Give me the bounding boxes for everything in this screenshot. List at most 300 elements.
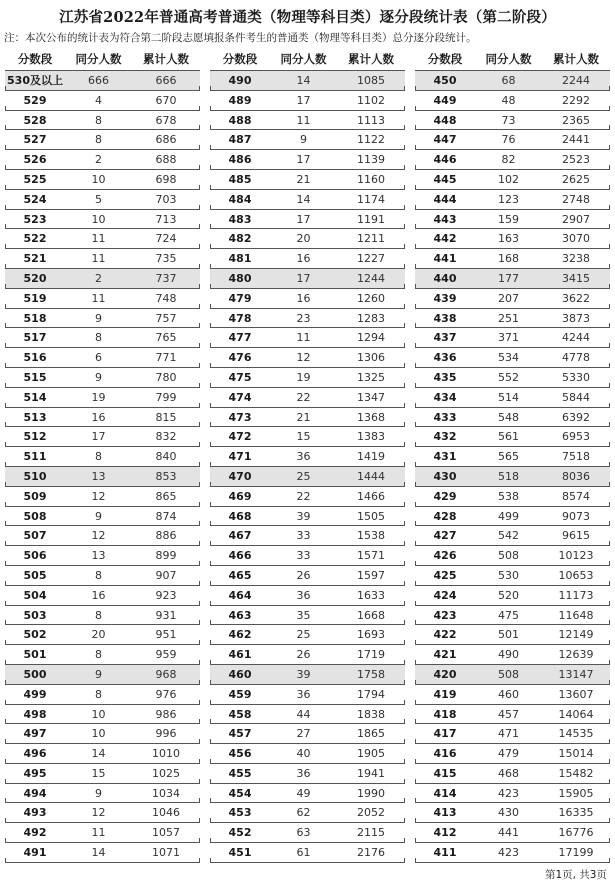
row-score-band: 431 (433, 450, 457, 464)
page-note: 注：本次公布的统计表为符合第二阶段志愿填报条件考生的普通类（物理等科目类）总分逐分段统计。 (4, 32, 477, 44)
row-same-score-count: 11 (91, 826, 106, 840)
row-score-band: 500 (23, 667, 47, 681)
row-cumulative-count: 1191 (357, 212, 385, 226)
row-same-score-count: 520 (498, 588, 519, 602)
table-row (415, 685, 610, 705)
row-score-band: 450 (433, 74, 457, 87)
row-cumulative-count: 840 (155, 450, 177, 464)
row-same-score-count: 10 (91, 707, 106, 721)
table-row (415, 507, 610, 527)
row-cumulative-count: 1347 (357, 390, 385, 404)
row-score-band: 432 (433, 430, 457, 444)
row-cumulative-count: 1466 (357, 489, 385, 503)
row-score-band: 512 (23, 430, 47, 444)
row-cumulative-count: 1283 (357, 311, 385, 325)
row-cumulative-count: 771 (155, 351, 177, 365)
page-title: 江苏省2022年普通高考普通类（物理等科目类）逐分段统计表（第二阶段） (59, 9, 556, 26)
row-same-score-count: 14 (91, 747, 106, 761)
row-same-score-count: 499 (498, 509, 519, 523)
row-cumulative-count: 1905 (357, 747, 385, 761)
row-score-band: 509 (23, 489, 47, 503)
header-score-band: 分数段 (17, 52, 53, 66)
table-row (415, 91, 610, 111)
table-header (5, 48, 200, 71)
table-row (210, 586, 405, 606)
table-row (5, 685, 200, 705)
row-score-band: 434 (433, 390, 457, 404)
row-score-band: 508 (23, 509, 47, 523)
row-same-score-count: 12 (91, 529, 106, 543)
row-same-score-count: 371 (498, 331, 519, 345)
row-same-score-count: 48 (501, 93, 516, 107)
row-same-score-count: 479 (498, 747, 519, 761)
row-score-band: 435 (433, 370, 457, 384)
row-same-score-count: 22 (296, 390, 311, 404)
table-row (415, 269, 610, 289)
row-same-score-count: 19 (296, 370, 311, 384)
row-score-band: 441 (433, 252, 457, 266)
table-row (5, 190, 200, 210)
row-same-score-count: 251 (498, 311, 519, 325)
table-row (210, 803, 405, 823)
row-cumulative-count: 931 (155, 608, 177, 622)
row-score-band: 466 (228, 549, 252, 563)
table-header (415, 48, 610, 71)
row-cumulative-count: 1244 (357, 271, 385, 285)
row-cumulative-count: 1838 (357, 707, 385, 721)
row-score-band: 517 (23, 331, 47, 345)
row-same-score-count: 471 (498, 727, 519, 741)
row-cumulative-count: 899 (155, 549, 177, 563)
table-row (210, 170, 405, 190)
row-cumulative-count: 1571 (357, 549, 385, 563)
row-cumulative-count: 1113 (357, 113, 385, 127)
row-cumulative-count: 1719 (357, 648, 385, 662)
row-score-band: 418 (433, 707, 457, 721)
row-score-band: 443 (433, 212, 457, 226)
row-cumulative-count: 2176 (357, 846, 385, 860)
row-score-band: 442 (433, 232, 457, 246)
row-score-band: 445 (433, 172, 457, 186)
row-cumulative-count: 2441 (562, 133, 590, 147)
row-cumulative-count: 1122 (357, 133, 385, 147)
row-score-band: 428 (433, 509, 457, 523)
row-score-band: 437 (433, 331, 457, 345)
row-same-score-count: 21 (296, 410, 311, 424)
table-row (210, 507, 405, 527)
row-cumulative-count: 670 (155, 93, 177, 107)
row-cumulative-count: 5330 (562, 370, 590, 384)
table-row (5, 843, 200, 863)
row-same-score-count: 11 (91, 291, 106, 305)
row-cumulative-count: 799 (155, 390, 177, 404)
row-score-band: 481 (228, 252, 252, 266)
row-score-band: 530及以上 (7, 74, 63, 87)
row-score-band: 462 (228, 628, 252, 642)
row-score-band: 444 (433, 192, 457, 206)
row-same-score-count: 36 (296, 450, 311, 464)
row-cumulative-count: 2523 (562, 153, 590, 167)
row-score-band: 449 (433, 93, 457, 107)
table-row (5, 764, 200, 784)
row-same-score-count: 12 (91, 806, 106, 820)
row-same-score-count: 13 (91, 549, 106, 563)
row-same-score-count: 16 (91, 410, 106, 424)
row-score-band: 518 (23, 311, 47, 325)
row-score-band: 422 (433, 628, 457, 642)
row-same-score-count: 19 (91, 390, 106, 404)
table-row (210, 309, 405, 329)
table-row (210, 368, 405, 388)
header-score-band: 分数段 (222, 52, 258, 66)
row-cumulative-count: 1325 (357, 370, 385, 384)
table-row (415, 130, 610, 150)
row-cumulative-count: 1260 (357, 291, 385, 305)
row-same-score-count: 35 (296, 608, 311, 622)
row-same-score-count: 20 (91, 628, 106, 642)
row-cumulative-count: 678 (155, 113, 177, 127)
row-score-band: 527 (23, 133, 47, 147)
row-cumulative-count: 14064 (558, 707, 594, 721)
row-same-score-count: 13 (91, 469, 106, 483)
table-row (415, 784, 610, 804)
table-row (210, 705, 405, 725)
table-row (210, 328, 405, 348)
table-row (415, 764, 610, 784)
row-cumulative-count: 1085 (357, 74, 385, 87)
row-same-score-count: 8 (95, 133, 102, 147)
table-row (5, 823, 200, 843)
row-cumulative-count: 3238 (562, 252, 590, 266)
table-column-3 (415, 48, 610, 863)
row-score-band: 455 (228, 766, 252, 780)
row-score-band: 467 (228, 529, 252, 543)
table-row (5, 625, 200, 645)
row-cumulative-count: 2625 (562, 172, 590, 186)
row-same-score-count: 33 (296, 529, 311, 543)
row-same-score-count: 9 (95, 370, 102, 384)
table-row (415, 170, 610, 190)
table-row (5, 586, 200, 606)
row-same-score-count: 548 (498, 410, 519, 424)
table-row (5, 724, 200, 744)
row-score-band: 413 (433, 806, 457, 820)
row-cumulative-count: 3070 (562, 232, 590, 246)
row-cumulative-count: 1071 (152, 846, 180, 860)
row-cumulative-count: 1306 (357, 351, 385, 365)
table-row (415, 368, 610, 388)
row-same-score-count: 666 (88, 74, 109, 87)
table-row (210, 784, 405, 804)
table-row (5, 289, 200, 309)
row-score-band: 522 (23, 232, 47, 246)
table-row (5, 447, 200, 467)
table-row (415, 645, 610, 665)
row-cumulative-count: 986 (155, 707, 177, 721)
table-row (5, 408, 200, 428)
row-cumulative-count: 1046 (152, 806, 180, 820)
row-same-score-count: 16 (91, 588, 106, 602)
row-score-band: 528 (23, 113, 47, 127)
row-same-score-count: 538 (498, 489, 519, 503)
row-score-band: 417 (433, 727, 457, 741)
row-cumulative-count: 757 (155, 311, 177, 325)
table-row (210, 685, 405, 705)
table-row (5, 705, 200, 725)
row-score-band: 501 (23, 648, 47, 662)
row-score-band: 446 (433, 153, 457, 167)
table-row (415, 249, 610, 269)
table-row (210, 269, 405, 289)
row-same-score-count: 423 (498, 846, 519, 860)
row-score-band: 457 (228, 727, 252, 741)
table-row (415, 606, 610, 626)
row-same-score-count: 207 (498, 291, 519, 305)
row-cumulative-count: 2365 (562, 113, 590, 127)
row-score-band: 412 (433, 826, 457, 840)
row-cumulative-count: 959 (155, 648, 177, 662)
row-same-score-count: 17 (296, 153, 311, 167)
row-score-band: 419 (433, 687, 457, 701)
table-row (210, 447, 405, 467)
table-row (210, 408, 405, 428)
row-score-band: 525 (23, 172, 47, 186)
row-same-score-count: 10 (91, 172, 106, 186)
table-row (210, 111, 405, 131)
row-cumulative-count: 976 (155, 687, 177, 701)
row-same-score-count: 123 (498, 192, 519, 206)
row-same-score-count: 9 (95, 311, 102, 325)
table-row (210, 210, 405, 230)
row-score-band: 502 (23, 628, 47, 642)
row-same-score-count: 26 (296, 568, 311, 582)
row-same-score-count: 8 (95, 113, 102, 127)
row-cumulative-count: 3873 (562, 311, 590, 325)
row-same-score-count: 68 (501, 74, 516, 87)
table-row (415, 467, 610, 487)
row-score-band: 476 (228, 351, 252, 365)
row-cumulative-count: 5844 (562, 390, 590, 404)
row-cumulative-count: 4778 (562, 351, 590, 365)
row-cumulative-count: 1444 (357, 469, 385, 483)
row-cumulative-count: 3415 (562, 271, 590, 285)
table-row (210, 724, 405, 744)
row-cumulative-count: 703 (155, 192, 177, 206)
row-cumulative-count: 886 (155, 529, 177, 543)
row-cumulative-count: 8036 (562, 469, 590, 483)
row-cumulative-count: 11648 (558, 608, 594, 622)
row-cumulative-count: 1865 (357, 727, 385, 741)
row-same-score-count: 22 (296, 489, 311, 503)
row-score-band: 479 (228, 291, 252, 305)
row-same-score-count: 73 (501, 113, 516, 127)
row-cumulative-count: 15014 (558, 747, 594, 761)
row-cumulative-count: 15905 (558, 786, 594, 800)
table-row (210, 665, 405, 685)
table-row (210, 823, 405, 843)
row-cumulative-count: 748 (155, 291, 177, 305)
table-row (415, 328, 610, 348)
row-same-score-count: 10 (91, 727, 106, 741)
table-row (5, 784, 200, 804)
row-score-band: 513 (23, 410, 47, 424)
row-same-score-count: 8 (95, 608, 102, 622)
row-same-score-count: 8 (95, 331, 102, 345)
row-score-band: 496 (23, 747, 47, 761)
row-same-score-count: 11 (91, 232, 106, 246)
row-same-score-count: 17 (296, 93, 311, 107)
row-score-band: 484 (228, 192, 252, 206)
row-score-band: 461 (228, 648, 252, 662)
row-same-score-count: 17 (296, 212, 311, 226)
row-same-score-count: 17 (296, 271, 311, 285)
row-same-score-count: 163 (498, 232, 519, 246)
table-row (210, 388, 405, 408)
row-score-band: 439 (433, 291, 457, 305)
row-cumulative-count: 6392 (562, 410, 590, 424)
row-cumulative-count: 1597 (357, 568, 385, 582)
table-row (5, 210, 200, 230)
table-row (5, 130, 200, 150)
row-score-band: 460 (228, 667, 252, 681)
row-score-band: 465 (228, 568, 252, 582)
table-row (415, 803, 610, 823)
row-cumulative-count: 9615 (562, 529, 590, 543)
row-score-band: 473 (228, 410, 252, 424)
row-score-band: 529 (23, 93, 47, 107)
row-score-band: 454 (228, 786, 252, 800)
row-same-score-count: 76 (501, 133, 516, 147)
row-score-band: 478 (228, 311, 252, 325)
row-same-score-count: 9 (95, 786, 102, 800)
row-cumulative-count: 1538 (357, 529, 385, 543)
row-same-score-count: 36 (296, 766, 311, 780)
table-row (415, 843, 610, 863)
row-cumulative-count: 907 (155, 568, 177, 582)
row-same-score-count: 441 (498, 826, 519, 840)
row-score-band: 485 (228, 172, 252, 186)
header-same-score-count: 同分人数 (280, 52, 327, 66)
row-score-band: 499 (23, 687, 47, 701)
row-score-band: 515 (23, 370, 47, 384)
row-cumulative-count: 10123 (558, 549, 594, 563)
row-score-band: 490 (228, 74, 252, 87)
row-score-band: 510 (23, 469, 47, 483)
row-cumulative-count: 853 (155, 469, 177, 483)
row-score-band: 477 (228, 331, 252, 345)
row-score-band: 521 (23, 252, 47, 266)
row-cumulative-count: 7518 (562, 450, 590, 464)
table-row (415, 111, 610, 131)
row-score-band: 497 (23, 727, 47, 741)
row-score-band: 453 (228, 806, 252, 820)
row-score-band: 524 (23, 192, 47, 206)
table-row (415, 566, 610, 586)
row-score-band: 523 (23, 212, 47, 226)
row-cumulative-count: 1668 (357, 608, 385, 622)
row-cumulative-count: 2244 (562, 74, 590, 87)
row-cumulative-count: 1368 (357, 410, 385, 424)
row-cumulative-count: 15482 (558, 766, 594, 780)
row-same-score-count: 11 (91, 252, 106, 266)
table-row (415, 71, 610, 91)
table-row (5, 170, 200, 190)
table-row (210, 744, 405, 764)
row-score-band: 506 (23, 549, 47, 563)
row-same-score-count: 4 (95, 93, 102, 107)
row-score-band: 414 (433, 786, 457, 800)
row-cumulative-count: 865 (155, 489, 177, 503)
row-cumulative-count: 9073 (562, 509, 590, 523)
row-same-score-count: 457 (498, 707, 519, 721)
row-score-band: 470 (228, 469, 252, 483)
row-same-score-count: 8 (95, 568, 102, 582)
page-number: 第1页, 共3页 (544, 869, 607, 881)
row-score-band: 436 (433, 351, 457, 365)
table-row (210, 348, 405, 368)
table-row (415, 388, 610, 408)
row-same-score-count: 565 (498, 450, 519, 464)
row-same-score-count: 39 (296, 667, 311, 681)
row-score-band: 440 (433, 271, 457, 285)
table-row (415, 625, 610, 645)
table-row (210, 467, 405, 487)
table-row (210, 625, 405, 645)
table-row (210, 546, 405, 566)
row-score-band: 492 (23, 826, 47, 840)
row-same-score-count: 14 (296, 74, 311, 87)
row-cumulative-count: 2907 (562, 212, 590, 226)
row-score-band: 516 (23, 351, 47, 365)
row-cumulative-count: 737 (155, 271, 177, 285)
row-cumulative-count: 1383 (357, 430, 385, 444)
row-cumulative-count: 1227 (357, 252, 385, 266)
header-cumulative-count: 累计人数 (348, 52, 394, 66)
table-row (415, 309, 610, 329)
table-row (5, 566, 200, 586)
table-row (5, 229, 200, 249)
table-row (5, 368, 200, 388)
table-row (210, 91, 405, 111)
row-cumulative-count: 2748 (562, 192, 590, 206)
row-score-band: 427 (433, 529, 457, 543)
row-cumulative-count: 1174 (357, 192, 385, 206)
row-cumulative-count: 1941 (357, 766, 385, 780)
row-cumulative-count: 4244 (562, 331, 590, 345)
row-same-score-count: 14 (296, 192, 311, 206)
row-score-band: 452 (228, 826, 252, 840)
row-same-score-count: 102 (498, 172, 519, 186)
row-score-band: 505 (23, 568, 47, 582)
table-row (415, 289, 610, 309)
row-score-band: 472 (228, 430, 252, 444)
row-score-band: 482 (228, 232, 252, 246)
row-score-band: 426 (433, 549, 457, 563)
row-cumulative-count: 10653 (558, 568, 594, 582)
row-same-score-count: 2 (95, 271, 102, 285)
row-same-score-count: 17 (91, 430, 106, 444)
row-cumulative-count: 815 (155, 410, 177, 424)
table-row (415, 665, 610, 685)
table-row (210, 130, 405, 150)
table-row (5, 665, 200, 685)
table-row (5, 388, 200, 408)
table-row (415, 210, 610, 230)
table-row (5, 744, 200, 764)
row-same-score-count: 39 (296, 509, 311, 523)
row-score-band: 483 (228, 212, 252, 226)
row-cumulative-count: 2115 (357, 826, 385, 840)
